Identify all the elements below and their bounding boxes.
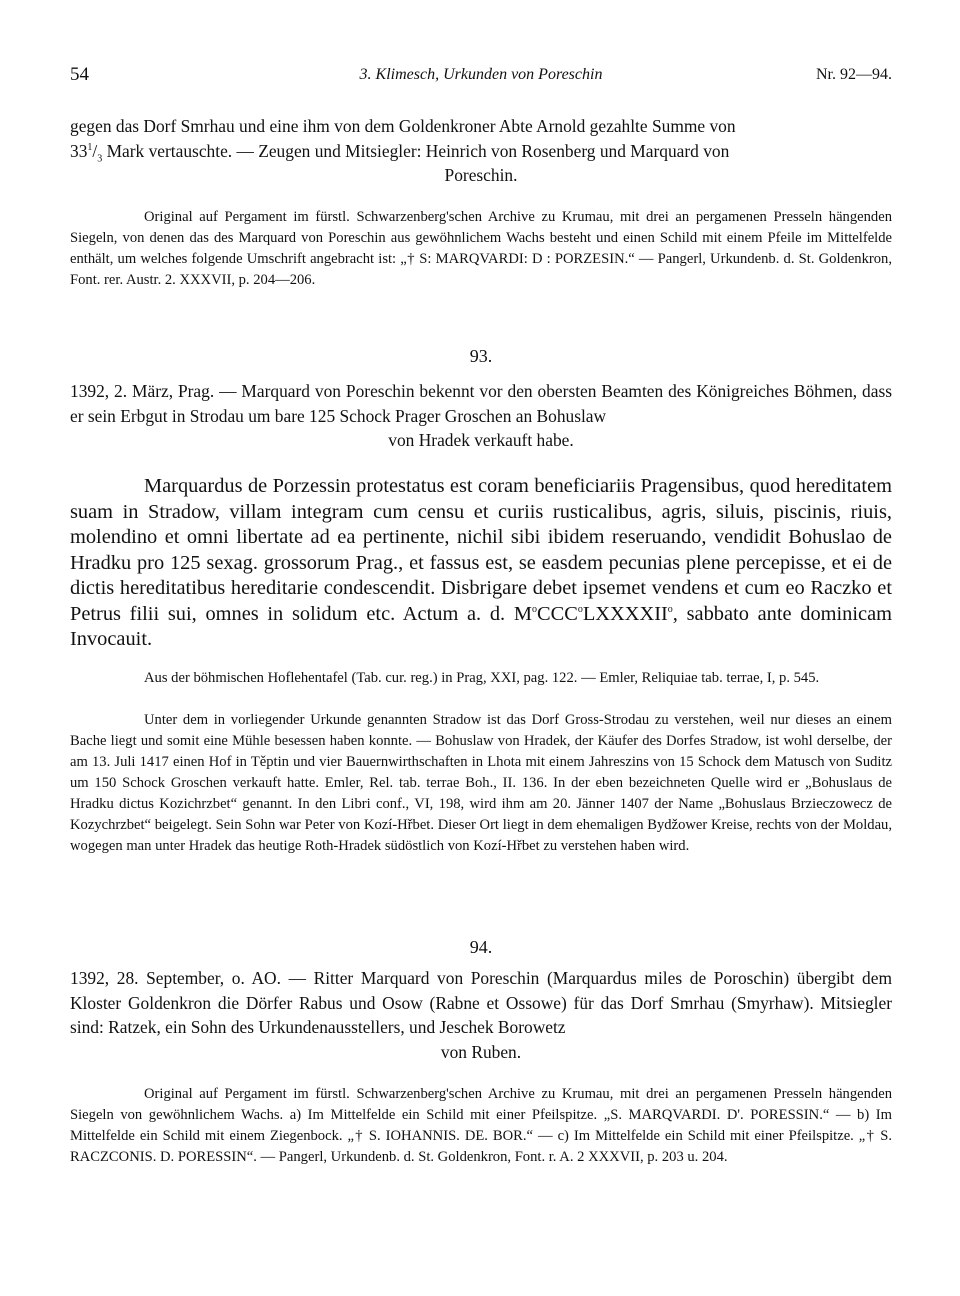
doc93-regest [70,379,892,453]
doc92-regest [70,114,892,188]
doc93-regest-last: von Hradek verkauft habe. [388,430,574,450]
doc94-number: 94. [469,937,493,957]
doc92-source-note: Original auf Pergament im fürstl. Schwarzenberg'schen Archive zu Krumau, mit drei an pergamenen Presseln hängenden Siegeln, von denen das des Marquard von Poreschin aus gewöhnlichem Wachs besteht und einen Schild mit einem Pfeile im Mittelfelde enthält, um welches folgende Umschrift angebracht ist: „† S: MARQVARDI: D : PORZESIN.“ — Pangerl, Urkundenb. d. St. Goldenkron, Font. rer. Austr. 2. XXXVII, p. 204—206. [70,209,892,288]
doc93-source: Aus der böhmischen Hoflehentafel (Tab. cur. reg.) in Prag, XXI, pag. 122. — Emler, Reliquiae tab. terrae, I, p. 545. [144,670,820,686]
doc93-number: 93. [469,346,493,366]
doc94-source-note: Original auf Pergament im fürstl. Schwarzenberg'schen Archive zu Krumau, mit drei an pergamenen Presseln hängenden Siegeln von gewöhnlichem Wachs. a) Im Mittelfelde ein Schild mit einer Pfeilspitze. „S. MARQVARDI. D'. PORESSIN.“ — b) Im Mittelfelde ein Schild mit einem Ziegenbock. „† S. IOHANNIS. DE. BOR.“ — c) Im Mittelfelde ein Schild mit einer Pfeilspitze. „† S. RACZCONIS. D. PORESSIN“. — Pangerl, Urkundenb. d. St. Goldenkron, Font. r. A. 2 XXXVII, p. 203 u. 204. [70,1086,892,1165]
doc92-regest-line3: Poreschin. [444,165,518,185]
document-range: Nr. 92—94. [816,66,892,83]
doc94-regest [70,966,892,1064]
doc93-regest-text: 1392, 2. März, Prag. — Marquard von Poreschin bekennt vor den obersten Beamten des Königreiches Böhmen, dass er sein Erbgut in Strodau um bare 125 Schock Prager Groschen an Bohuslaw [70,381,892,426]
running-header [70,64,892,88]
doc92-regest-line2: $33^1/_3$ Mark vertauschte. — Zeugen und Mitsiegler: Heinrich von Rosenberg und Marquard von [70,140,730,164]
doc94-regest-last: von Ruben. [440,1041,522,1062]
doc93-date: $M^oCCC^oLXXXXII^o$, sabbato ante dominicam Invocauit. [70,602,892,650]
doc92-regest-line1: gegen das Dorf Smrhau und eine ihm von dem Goldenkroner Abte Arnold gezahlte Summe von [70,116,736,136]
doc93-commentary: Unter dem in vorliegender Urkunde genannten Stradow ist das Dorf Gross-Strodau zu verstehen, weil nur dieses an einem Bache liegt und somit eine Mühle besessen haben konnte. — Bohuslaw von Hradek, der Käufer des Dorfes Stradow, ist wohl derselbe, der am 13. Juli 1417 einen Hof in Těptin und vier Bauernwirthschaften in Lhota mit einem Jahreszins von 15 Schock dem Matusch von Suditz um 150 Schock Groschen verkauft hatte. Emler, Rel. tab. terrae Boh., II. 136. In der eben bezeichneten Quelle wird er „Bohuslaus de Hradku dictus Kozichrzbet“ genannt. In den Libri conf., VI, 198, wird ihm am 20. Jänner 1407 der Name „Bohuslaus Brzieczowecz de Kozychrzbet“ beigelegt. Sein Sohn war Peter von Kozí-Hřbet. Dieser Ort liegt in dem ehemaligen Bydžower Kreise, rechts von der Moldau, wogegen man unter Hradek das heutige Roth-Hradek südöstlich von Kozí-Hřbet zu verstehen haben wird. [70,712,892,854]
running-title: 3. Klimesch, Urkunden von Poreschin [359,66,603,83]
doc93-text: Marquardus de Porzessin protestatus est coram beneficiariis Pragensibus, quod hereditatem suam in Stradow, villam integram cum censu et curiis rusticalibus, agris, siluis, piscinis, riuis, molendino et omni libertate ad ea pertinente, nichil sibi ibidem reseruando, vendidit Bohuslao de Hradku pro 125 sexag. grossorum Prag., et fassus est, se easdem pecunias plene percepisse, et ei de dictis hereditatibus hereditarie condescendit. Disbrigare debet ipsemet vendens et cum eo Raczko et Petrus filii sui, omnes in solidum etc. Actum a. d. $M^oCCC^oLXXXXII^o$, sabbato ante dominicam Invocauit. [70,475,892,650]
doc94-regest-text: 1392, 28. September, o. AO. — Ritter Marquard von Poreschin (Marquardus miles de Poroschin) übergibt dem Kloster Goldenkron die Dörfer Rabus und Osow (Rabne et Ossowe) für das Dorf Smrhau (Smyrhaw). Mitsiegler sind: Ratzek, ein Sohn des Urkundenausstellers, und Jeschek Borowetz [70,968,892,1037]
page-number: 54 [70,64,89,85]
